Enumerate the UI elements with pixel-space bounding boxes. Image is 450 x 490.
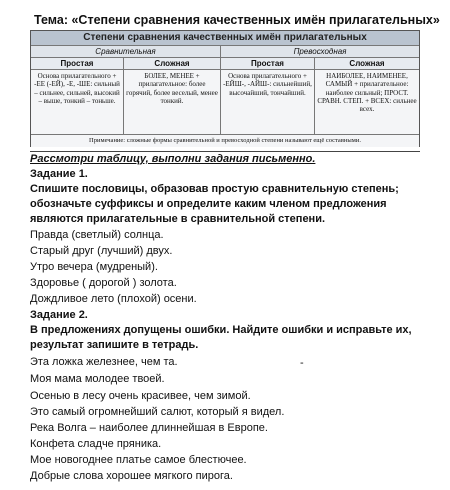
sentence-line: Это самый огромнейший салют, который я видел. xyxy=(30,406,285,418)
sentence-line: Моя мама молодее твоей. xyxy=(30,373,165,385)
task1-heading: Задание 1. xyxy=(30,168,88,180)
sentence-line: Добрые слова хорошее мягкого пирога. xyxy=(30,470,233,482)
table-note: Примечание: сложные формы сравнительной и превосходной степени называют ещё составными. xyxy=(31,135,419,147)
instruction-line: Рассмотри таблицу, выполни задания письменно. xyxy=(30,153,316,165)
proverb-line: Утро вечера (мудреный). xyxy=(30,261,158,273)
divider xyxy=(30,151,420,152)
task2-heading: Задание 2. xyxy=(30,309,88,321)
task1-text-line: Спишите пословицы, образовав простую сравнительную степень; xyxy=(30,183,399,195)
group-superlative: Превосходная xyxy=(293,47,347,56)
cell-compound-comparative: БОЛЕЕ, МЕНЕЕ + прилагательное: более горячий, более веселый, менее тонкий. xyxy=(124,70,221,134)
proverb-line: Здоровье ( дорогой ) золота. xyxy=(30,277,177,289)
task2-text-line: результат запишите в тетрадь. xyxy=(30,339,199,351)
table-column-row xyxy=(31,58,419,70)
sentence-line: Конфета сладче пряника. xyxy=(30,438,162,450)
group-comparative: Сравнительная xyxy=(31,46,221,57)
column-compound-comparative: Сложная xyxy=(124,58,221,69)
proverb-line: Старый друг (лучший) двух. xyxy=(30,245,173,257)
sentence-line: Мое новогоднее платье самое блестючее. xyxy=(30,454,247,466)
cell-simple-superlative: Основа прилагательного + -ЕЙШ-, -АЙШ-: сильнейший, высочайший, тончайший. xyxy=(221,70,315,134)
task2-text-line: В предложениях допущены ошибки. Найдите ошибки и исправьте их, xyxy=(30,324,412,336)
topic-title: Тема: «Степени сравнения качественных имён прилагательных» xyxy=(34,13,440,27)
task1-text-line: являются прилагательные в сравнительной степени. xyxy=(30,213,326,225)
table-header: Степени сравнения качественных имён прилагательных xyxy=(31,31,419,46)
table-body-row xyxy=(31,70,419,135)
proverb-line: Правда (светлый) солнца. xyxy=(30,229,164,241)
cell-compound-superlative: НАИБОЛЕЕ, НАИМЕНЕЕ, САМЫЙ + прилагательное: наиболее сильный; ПРОСТ. СРАВН. СТЕП. + ВСЕХ: сильнее всех. xyxy=(317,72,417,114)
table-group-row xyxy=(31,46,419,58)
cell-simple-comparative: Основа прилагательного + -ЕЕ (-ЕЙ), -Е, -ШЕ: сильный – сильнее, сильней, высокий – выше, тонкий – тоньше. xyxy=(31,70,124,134)
column-simple-superlative: Простая xyxy=(221,58,315,69)
stray-mark: - xyxy=(300,357,304,369)
task1-text-line: обозначьте суффиксы и определите каким членом предложения xyxy=(30,198,387,210)
column-simple-comparative: Простая xyxy=(31,58,124,69)
sentence-line: Осенью в лесу очень красивее, чем зимой. xyxy=(30,390,251,402)
proverb-line: Дождливое лето (плохой) осени. xyxy=(30,293,197,305)
sentence-line: Река Волга – наиболее длиннейшая в Европе. xyxy=(30,422,268,434)
column-compound-superlative: Сложная xyxy=(349,59,385,68)
sentence-line: Эта ложка железнее, чем та. xyxy=(30,356,178,368)
comparison-table xyxy=(30,30,420,147)
